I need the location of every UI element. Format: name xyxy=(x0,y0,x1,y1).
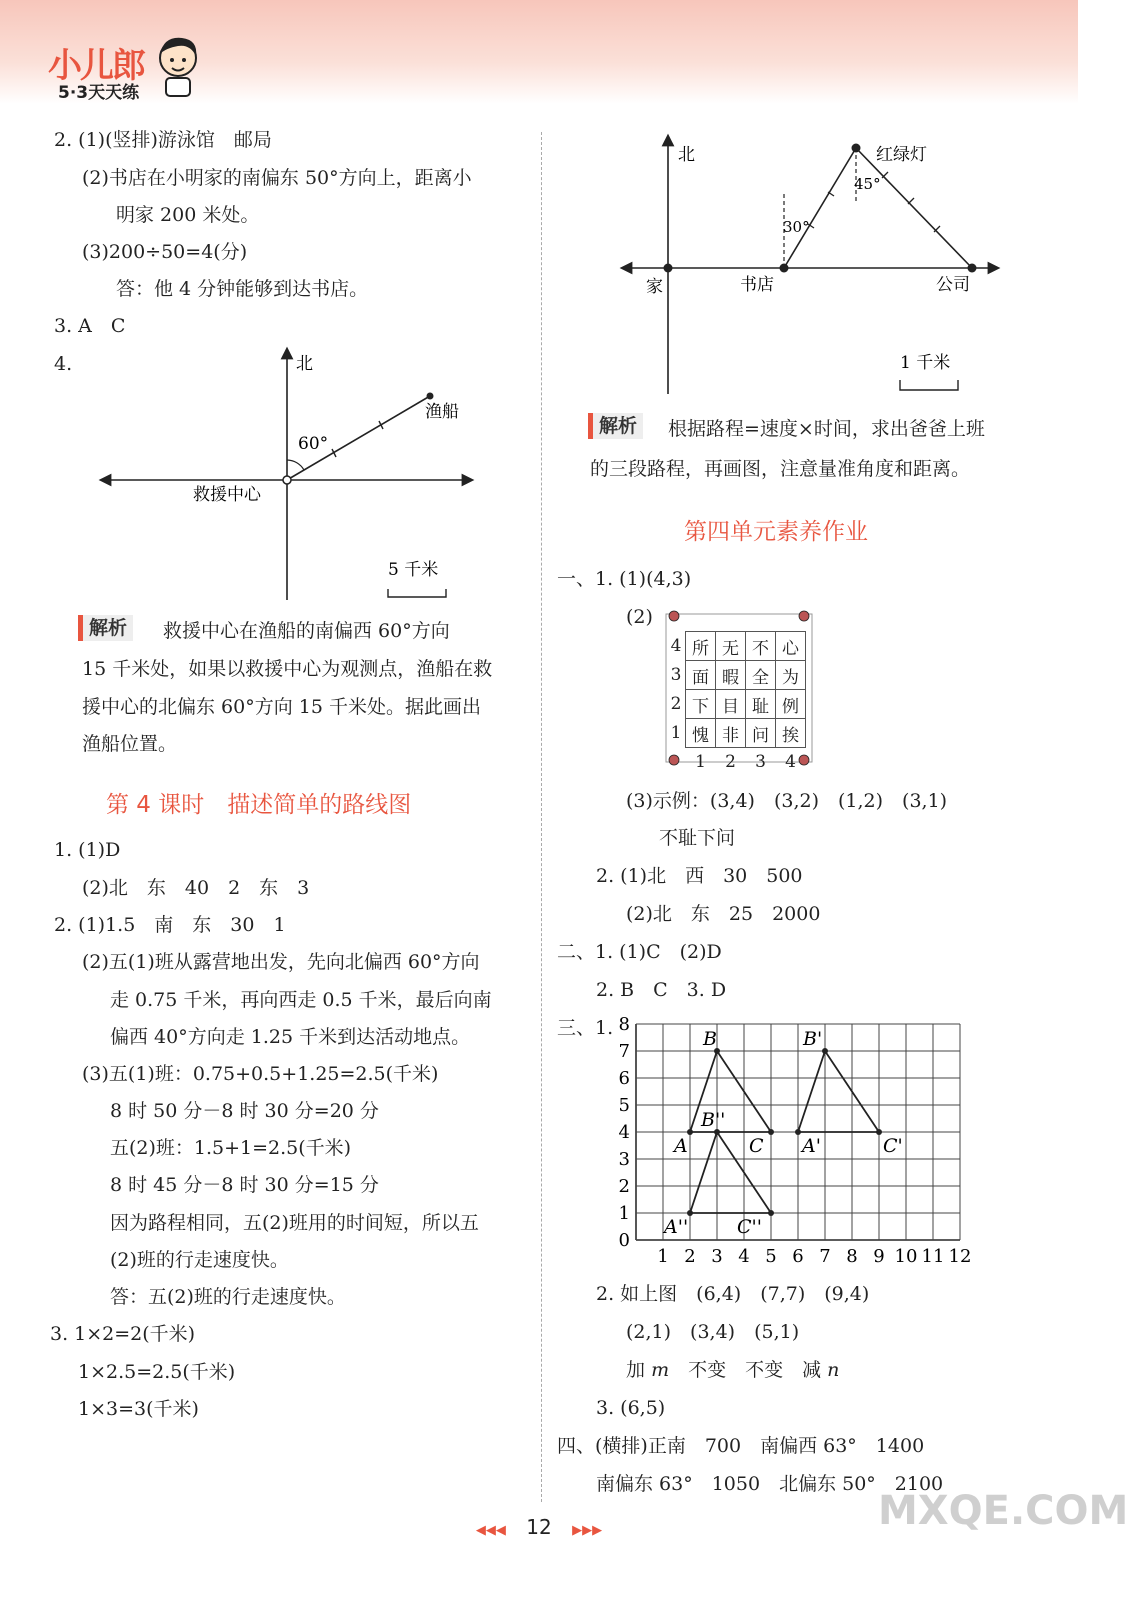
u2b: (2)北 东 25 2000 xyxy=(626,903,821,925)
idiom-grid xyxy=(667,631,806,776)
point-label: B' xyxy=(803,1028,823,1050)
u4a: 四、(横排)正南 700 南偏西 63° 1400 xyxy=(557,1435,925,1457)
grid-cell: 下 xyxy=(686,690,716,719)
y-tick-label: 4 xyxy=(618,1122,630,1143)
grid-col-number: 4 xyxy=(785,751,796,772)
data-point xyxy=(822,1048,828,1054)
y-tick-label: 8 xyxy=(618,1014,630,1035)
coordinate-grid xyxy=(612,1016,974,1270)
north-label: 北 xyxy=(296,354,313,374)
data-point xyxy=(768,1210,774,1216)
q2-3: (3)200÷50=4(分) xyxy=(82,241,248,263)
prev-arrows-icon: ◀◀◀ xyxy=(475,1523,506,1538)
analysis1c: 援中心的北偏东 60°方向 15 千米处。据此画出 xyxy=(82,696,481,718)
q2-2b: 明家 200 米处。 xyxy=(116,204,260,226)
x-tick-label: 9 xyxy=(873,1246,885,1267)
q3: 3. A C xyxy=(54,315,126,337)
analysis1b: 15 千米处，如果以救援中心为观测点，渔船在救 xyxy=(82,658,493,680)
lesson-title: 第 4 课时 描述简单的路线图 xyxy=(106,792,412,818)
grid-cell: 耻 xyxy=(746,690,776,719)
x-tick-label: 8 xyxy=(846,1246,858,1267)
u3-3: 3. (6,5) xyxy=(596,1397,666,1419)
angle-30: 30° xyxy=(783,218,810,236)
grid-cell: 所 xyxy=(686,632,716,661)
point-label: C' xyxy=(883,1135,903,1157)
grid-cell: 目 xyxy=(716,690,746,719)
grid-cell: 非 xyxy=(716,719,746,748)
l3c: 1×3=3(千米) xyxy=(78,1398,199,1420)
x-tick-label: 4 xyxy=(738,1246,750,1267)
u4b: 南偏东 63° 1050 北偏东 50° 2100 xyxy=(596,1473,944,1495)
l2h: 8 时 45 分－8 时 30 分=15 分 xyxy=(110,1174,379,1196)
route-diagram xyxy=(620,132,1005,400)
grid-cell: 挨 xyxy=(776,719,806,748)
l1b: (2)北 东 40 2 东 3 xyxy=(82,877,310,899)
brand-subtitle: 5·3天天练 xyxy=(58,83,140,103)
q4: 4. xyxy=(54,353,73,375)
x-tick-label: 1 xyxy=(657,1246,669,1267)
north-label-2: 北 xyxy=(678,145,695,165)
data-point xyxy=(795,1129,801,1135)
point-label: B xyxy=(703,1028,717,1050)
l3b: 1×2.5=2.5(千米) xyxy=(78,1361,236,1383)
x-tick-label: 2 xyxy=(684,1246,696,1267)
u1-2: (2) xyxy=(626,606,653,628)
y-tick-label: 0 xyxy=(618,1230,630,1251)
l2f: 8 时 50 分－8 时 30 分=20 分 xyxy=(110,1100,379,1122)
l1a: 1. (1)D xyxy=(54,839,121,861)
grid-cell: 不 xyxy=(746,632,776,661)
column-divider xyxy=(541,132,542,1502)
u3-2c-n: n xyxy=(827,1359,840,1381)
l3a: 3. 1×2=2(千米) xyxy=(50,1323,196,1345)
x-tick-label: 6 xyxy=(792,1246,804,1267)
l2j: (2)班的行走速度快。 xyxy=(110,1249,289,1271)
y-tick-label: 3 xyxy=(618,1149,630,1170)
analysis1a: 救援中心在渔船的南偏西 60°方向 xyxy=(163,620,450,642)
u1: 一、1. (1)(4,3) xyxy=(557,568,692,590)
y-tick-label: 1 xyxy=(618,1203,630,1224)
analysis2a: 根据路程=速度×时间，求出爸爸上班 xyxy=(668,418,985,440)
x-tick-label: 11 xyxy=(921,1246,945,1267)
home-label: 家 xyxy=(646,277,663,297)
next-arrows-icon: ▶▶▶ xyxy=(572,1523,603,1538)
l2e: (3)五(1)班：0.75+0.5+1.25=2.5(千米) xyxy=(82,1063,439,1085)
point-label: C'' xyxy=(737,1216,762,1238)
scale-label-2: 1 千米 xyxy=(900,353,951,373)
l2g: 五(2)班：1.5+1=2.5(千米) xyxy=(110,1137,352,1159)
l2i: 因为路程相同，五(2)班用的时间短，所以五 xyxy=(110,1212,479,1234)
scale-label: 5 千米 xyxy=(388,560,439,580)
page-number: 12 xyxy=(526,1515,552,1539)
l2d: 偏西 40°方向走 1.25 千米到达活动地点。 xyxy=(110,1026,471,1048)
u3: 三、1. xyxy=(557,1017,614,1039)
grid-row-number: 4 xyxy=(670,636,682,656)
l2c: 走 0.75 千米，再向西走 0.5 千米，最后向南 xyxy=(110,989,492,1011)
analysis-tag-1: 解析 xyxy=(78,615,133,641)
point-label: A' xyxy=(802,1135,821,1157)
grid-col-number: 1 xyxy=(695,751,706,772)
y-tick-label: 2 xyxy=(618,1176,630,1197)
x-tick-label: 3 xyxy=(711,1246,723,1267)
y-tick-label: 5 xyxy=(618,1095,630,1116)
u3-2c-a: 加 xyxy=(626,1359,646,1381)
point-label: B'' xyxy=(701,1109,726,1131)
u2a: 2. (1)北 西 30 500 xyxy=(596,865,803,887)
q2-2a: (2)书店在小明家的南偏东 50°方向上，距离小 xyxy=(82,167,472,189)
angle-label: 60° xyxy=(298,434,329,454)
unit-title: 第四单元素养作业 xyxy=(684,519,868,545)
angle-45: 45° xyxy=(854,175,881,193)
grid-col-number: 3 xyxy=(755,751,766,772)
y-tick-label: 7 xyxy=(618,1041,630,1062)
point-label: C xyxy=(749,1135,764,1157)
u3-2c xyxy=(626,1358,839,1382)
grid-cell: 愧 xyxy=(686,719,716,748)
u2-2: 2. B C 3. D xyxy=(596,979,727,1001)
store-label: 书店 xyxy=(740,275,774,295)
grid-cell: 面 xyxy=(686,661,716,690)
data-point xyxy=(876,1129,882,1135)
x-tick-label: 7 xyxy=(819,1246,831,1267)
u3-2c-m: m xyxy=(651,1359,670,1381)
analysis1d: 渔船位置。 xyxy=(82,733,178,755)
analysis2b: 的三段路程，再画图，注意量准角度和距离。 xyxy=(590,458,971,480)
l2k: 答：五(2)班的行走速度快。 xyxy=(110,1286,346,1308)
data-point xyxy=(687,1129,693,1135)
data-point xyxy=(768,1129,774,1135)
point-label: A'' xyxy=(664,1216,689,1238)
q2-answer: 答：他 4 分钟能够到达书店。 xyxy=(116,278,369,300)
x-tick-label: 5 xyxy=(765,1246,777,1267)
triangle-edge xyxy=(798,1051,879,1132)
point-label: A xyxy=(674,1135,688,1157)
company-label: 公司 xyxy=(936,275,970,295)
analysis-tag-2: 解析 xyxy=(588,413,643,439)
y-tick-label: 6 xyxy=(618,1068,630,1089)
grid-row-number: 2 xyxy=(670,694,682,714)
grid-cell: 暇 xyxy=(716,661,746,690)
watermark: MXQE.COM xyxy=(878,1488,1128,1534)
ship-label: 渔船 xyxy=(425,402,459,422)
u1-3b: 不耻下问 xyxy=(659,827,736,849)
u2-1: 二、1. (1)C (2)D xyxy=(557,941,722,963)
grid-cell: 问 xyxy=(746,719,776,748)
rescue-diagram xyxy=(100,345,480,605)
grid-cell: 全 xyxy=(746,661,776,690)
u1-3: (3)示例：(3,4) (3,2) (1,2) (3,1) xyxy=(626,790,948,812)
u3-2a: 2. 如上图 (6,4) (7,7) (9,4) xyxy=(596,1283,870,1305)
x-tick-label: 10 xyxy=(894,1246,918,1267)
grid-cell: 为 xyxy=(776,661,806,690)
grid-cell: 心 xyxy=(776,632,806,661)
brand-logo: 小儿郎 xyxy=(48,46,144,86)
grid-col-number: 2 xyxy=(725,751,736,772)
light-label: 红绿灯 xyxy=(876,145,927,165)
center-label: 救援中心 xyxy=(193,485,261,505)
grid-row-number: 1 xyxy=(670,723,682,743)
u3-2b: (2,1) (3,4) (5,1) xyxy=(626,1321,800,1343)
grid-cell: 例 xyxy=(776,690,806,719)
mascot-icon xyxy=(152,32,204,98)
l2a: 2. (1)1.5 南 东 30 1 xyxy=(54,914,286,936)
grid-cell: 无 xyxy=(716,632,746,661)
u3-2c-b: 不变 不变 减 xyxy=(669,1359,822,1381)
x-tick-label: 12 xyxy=(948,1246,972,1267)
q2-1: 2. (1)(竖排)游泳馆 邮局 xyxy=(54,129,272,151)
grid-row-number: 3 xyxy=(670,665,682,685)
l2b: (2)五(1)班从露营地出发，先向北偏西 60°方向 xyxy=(82,951,480,973)
